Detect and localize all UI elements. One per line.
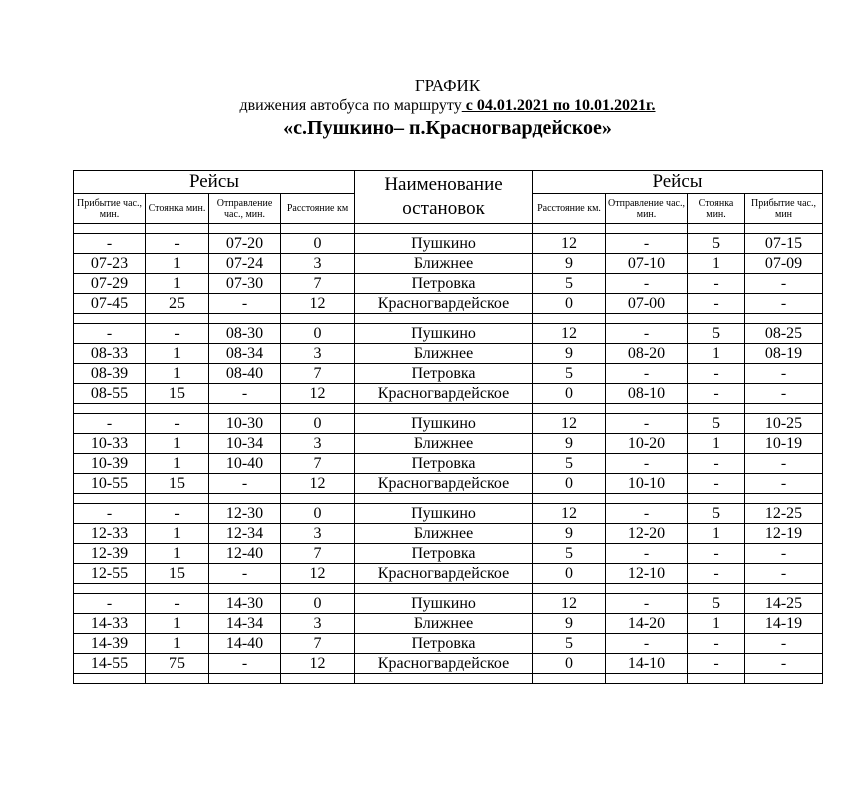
stop-name-cell: Ближнее: [355, 344, 533, 364]
separator-cell: [74, 674, 146, 684]
left-arrival-cell: -: [74, 324, 146, 344]
header-right-trips: Рейсы: [533, 171, 823, 194]
table-row: [74, 564, 823, 584]
header-left-departure: Отправление час., мин.: [209, 194, 281, 224]
right-distance-cell: 12: [533, 504, 606, 524]
separator-cell: [209, 404, 281, 414]
trip-separator: [74, 584, 823, 594]
left-departure-cell: 08-30: [209, 324, 281, 344]
trip-separator: [74, 314, 823, 324]
header-left-distance: Расстояние км: [281, 194, 355, 224]
separator-cell: [745, 494, 823, 504]
left-distance-cell: 12: [281, 384, 355, 404]
right-departure-cell: -: [606, 594, 688, 614]
right-arrival-cell: 14-19: [745, 614, 823, 634]
left-departure-cell: 12-30: [209, 504, 281, 524]
right-departure-cell: 14-20: [606, 614, 688, 634]
right-stop-time-cell: 5: [688, 504, 745, 524]
left-distance-cell: 3: [281, 254, 355, 274]
separator-cell: [355, 224, 533, 234]
right-arrival-cell: 08-25: [745, 324, 823, 344]
right-stop-time-cell: 5: [688, 414, 745, 434]
schedule-title: [0, 76, 865, 140]
left-arrival-cell: -: [74, 414, 146, 434]
left-departure-cell: 08-40: [209, 364, 281, 384]
table-row: [74, 544, 823, 564]
left-distance-cell: 0: [281, 234, 355, 254]
left-arrival-cell: 10-33: [74, 434, 146, 454]
table-row: [74, 324, 823, 344]
stop-name-cell: Пушкино: [355, 234, 533, 254]
right-distance-cell: 9: [533, 344, 606, 364]
right-distance-cell: 0: [533, 294, 606, 314]
separator-cell: [606, 584, 688, 594]
right-distance-cell: 12: [533, 414, 606, 434]
right-distance-cell: 0: [533, 384, 606, 404]
title-route-name: «с.Пушкино– п.Красногвардейское»: [283, 117, 612, 139]
stop-name-cell: Ближнее: [355, 434, 533, 454]
left-departure-cell: 07-30: [209, 274, 281, 294]
right-stop-time-cell: -: [688, 474, 745, 494]
right-departure-cell: 10-20: [606, 434, 688, 454]
stop-name-cell: Красногвардейское: [355, 294, 533, 314]
left-distance-cell: 3: [281, 344, 355, 364]
separator-cell: [533, 584, 606, 594]
left-stop-time-cell: 1: [146, 634, 209, 654]
right-distance-cell: 5: [533, 274, 606, 294]
header-right-departure: Отправление час., мин.: [606, 194, 688, 224]
left-arrival-cell: 12-33: [74, 524, 146, 544]
right-departure-cell: 07-10: [606, 254, 688, 274]
stop-name-cell: Красногвардейское: [355, 384, 533, 404]
right-departure-cell: -: [606, 364, 688, 384]
left-arrival-cell: 07-45: [74, 294, 146, 314]
separator-cell: [745, 674, 823, 684]
left-arrival-cell: 07-23: [74, 254, 146, 274]
right-departure-cell: -: [606, 274, 688, 294]
right-stop-time-cell: 5: [688, 234, 745, 254]
stop-name-cell: Пушкино: [355, 504, 533, 524]
left-departure-cell: 10-34: [209, 434, 281, 454]
right-stop-time-cell: 1: [688, 254, 745, 274]
left-stop-time-cell: 1: [146, 524, 209, 544]
right-stop-time-cell: 1: [688, 614, 745, 634]
right-departure-cell: -: [606, 454, 688, 474]
left-stop-time-cell: 1: [146, 454, 209, 474]
right-arrival-cell: -: [745, 384, 823, 404]
right-stop-time-cell: -: [688, 564, 745, 584]
right-distance-cell: 5: [533, 544, 606, 564]
right-arrival-cell: -: [745, 274, 823, 294]
left-stop-time-cell: 1: [146, 434, 209, 454]
separator-cell: [74, 494, 146, 504]
right-departure-cell: -: [606, 414, 688, 434]
left-arrival-cell: -: [74, 504, 146, 524]
separator-cell: [606, 404, 688, 414]
table-row: [74, 594, 823, 614]
table-row: [74, 364, 823, 384]
right-stop-time-cell: -: [688, 294, 745, 314]
left-arrival-cell: 08-39: [74, 364, 146, 384]
separator-cell: [606, 494, 688, 504]
separator-cell: [606, 674, 688, 684]
separator-cell: [74, 224, 146, 234]
separator-cell: [146, 224, 209, 234]
stop-name-cell: Пушкино: [355, 324, 533, 344]
trip-separator: [74, 224, 823, 234]
stop-name-cell: Красногвардейское: [355, 564, 533, 584]
table-row: [74, 654, 823, 674]
table-row: [74, 344, 823, 364]
right-stop-time-cell: -: [688, 274, 745, 294]
separator-cell: [745, 584, 823, 594]
separator-cell: [146, 584, 209, 594]
right-departure-cell: -: [606, 634, 688, 654]
right-departure-cell: 07-00: [606, 294, 688, 314]
left-departure-cell: 12-34: [209, 524, 281, 544]
stop-name-cell: Пушкино: [355, 414, 533, 434]
left-departure-cell: 14-30: [209, 594, 281, 614]
left-stop-time-cell: 1: [146, 344, 209, 364]
left-arrival-cell: 14-39: [74, 634, 146, 654]
right-arrival-cell: 12-25: [745, 504, 823, 524]
table-row: [74, 614, 823, 634]
right-arrival-cell: -: [745, 634, 823, 654]
left-arrival-cell: 08-33: [74, 344, 146, 364]
left-stop-time-cell: -: [146, 414, 209, 434]
left-departure-cell: 10-40: [209, 454, 281, 474]
separator-cell: [146, 404, 209, 414]
right-arrival-cell: 14-25: [745, 594, 823, 614]
right-distance-cell: 12: [533, 594, 606, 614]
right-departure-cell: -: [606, 544, 688, 564]
left-distance-cell: 7: [281, 364, 355, 384]
stop-name-cell: Петровка: [355, 274, 533, 294]
right-distance-cell: 0: [533, 564, 606, 584]
table-row: [74, 384, 823, 404]
left-distance-cell: 3: [281, 434, 355, 454]
left-departure-cell: -: [209, 564, 281, 584]
separator-cell: [146, 674, 209, 684]
right-arrival-cell: -: [745, 564, 823, 584]
table-row: [74, 524, 823, 544]
separator-cell: [209, 224, 281, 234]
left-arrival-cell: -: [74, 234, 146, 254]
left-arrival-cell: -: [74, 594, 146, 614]
separator-cell: [209, 584, 281, 594]
table-row: [74, 504, 823, 524]
right-stop-time-cell: -: [688, 544, 745, 564]
left-distance-cell: 7: [281, 274, 355, 294]
right-distance-cell: 5: [533, 634, 606, 654]
right-stop-time-cell: -: [688, 364, 745, 384]
right-stop-time-cell: 1: [688, 344, 745, 364]
left-departure-cell: -: [209, 294, 281, 314]
separator-cell: [209, 674, 281, 684]
right-distance-cell: 12: [533, 324, 606, 344]
separator-cell: [74, 314, 146, 324]
stop-name-cell: Ближнее: [355, 614, 533, 634]
right-stop-time-cell: -: [688, 634, 745, 654]
separator-cell: [355, 674, 533, 684]
left-arrival-cell: 10-39: [74, 454, 146, 474]
left-stop-time-cell: 15: [146, 384, 209, 404]
title-route-label: движения автобуса по маршруту: [239, 97, 462, 114]
separator-cell: [281, 224, 355, 234]
left-distance-cell: 3: [281, 614, 355, 634]
left-distance-cell: 12: [281, 294, 355, 314]
table-row: [74, 254, 823, 274]
separator-cell: [688, 674, 745, 684]
left-departure-cell: 12-40: [209, 544, 281, 564]
separator-cell: [745, 314, 823, 324]
separator-cell: [533, 224, 606, 234]
stop-name-cell: Петровка: [355, 634, 533, 654]
stop-name-cell: Пушкино: [355, 594, 533, 614]
title-line-2: [30, 96, 865, 116]
table-row: [74, 634, 823, 654]
left-stop-time-cell: 25: [146, 294, 209, 314]
separator-cell: [146, 314, 209, 324]
right-departure-cell: 10-10: [606, 474, 688, 494]
right-arrival-cell: 12-19: [745, 524, 823, 544]
separator-cell: [606, 314, 688, 324]
table-bottom-spacer: [74, 674, 823, 684]
left-departure-cell: 14-34: [209, 614, 281, 634]
separator-cell: [533, 314, 606, 324]
stop-name-cell: Красногвардейское: [355, 654, 533, 674]
table-row: [74, 234, 823, 254]
right-arrival-cell: -: [745, 654, 823, 674]
left-departure-cell: -: [209, 384, 281, 404]
separator-cell: [533, 494, 606, 504]
header-left-stop-time: Стоянка мин.: [146, 194, 209, 224]
left-stop-time-cell: 1: [146, 544, 209, 564]
table-row: [74, 274, 823, 294]
right-arrival-cell: 07-15: [745, 234, 823, 254]
header-right-stop-time: Стоянка мин.: [688, 194, 745, 224]
left-stop-time-cell: -: [146, 324, 209, 344]
right-arrival-cell: -: [745, 294, 823, 314]
separator-cell: [606, 224, 688, 234]
left-distance-cell: 7: [281, 544, 355, 564]
right-arrival-cell: 07-09: [745, 254, 823, 274]
header-right-arrival: Прибытие час., мин: [745, 194, 823, 224]
header-row-groups: [74, 171, 823, 194]
left-stop-time-cell: -: [146, 594, 209, 614]
left-distance-cell: 0: [281, 504, 355, 524]
right-stop-time-cell: 1: [688, 524, 745, 544]
left-distance-cell: 12: [281, 564, 355, 584]
stop-name-cell: Ближнее: [355, 254, 533, 274]
left-arrival-cell: 10-55: [74, 474, 146, 494]
stop-name-cell: Петровка: [355, 364, 533, 384]
left-distance-cell: 0: [281, 594, 355, 614]
right-arrival-cell: -: [745, 544, 823, 564]
left-distance-cell: 7: [281, 454, 355, 474]
separator-cell: [688, 224, 745, 234]
right-arrival-cell: 10-25: [745, 414, 823, 434]
right-departure-cell: 08-10: [606, 384, 688, 404]
schedule-table: [73, 170, 823, 684]
left-stop-time-cell: 15: [146, 564, 209, 584]
left-departure-cell: 08-34: [209, 344, 281, 364]
right-distance-cell: 0: [533, 654, 606, 674]
separator-cell: [688, 404, 745, 414]
right-stop-time-cell: -: [688, 454, 745, 474]
separator-cell: [688, 584, 745, 594]
separator-cell: [74, 404, 146, 414]
left-stop-time-cell: 75: [146, 654, 209, 674]
left-distance-cell: 12: [281, 654, 355, 674]
right-arrival-cell: -: [745, 474, 823, 494]
separator-cell: [146, 494, 209, 504]
left-departure-cell: 07-24: [209, 254, 281, 274]
right-arrival-cell: -: [745, 454, 823, 474]
right-departure-cell: -: [606, 234, 688, 254]
stop-name-cell: Ближнее: [355, 524, 533, 544]
separator-cell: [74, 584, 146, 594]
right-departure-cell: 14-10: [606, 654, 688, 674]
title-date-range: с 04.01.2021 по 10.01.2021г.: [461, 97, 656, 114]
table-row: [74, 294, 823, 314]
right-arrival-cell: 10-19: [745, 434, 823, 454]
separator-cell: [688, 314, 745, 324]
right-distance-cell: 0: [533, 474, 606, 494]
left-distance-cell: 12: [281, 474, 355, 494]
stop-name-cell: Петровка: [355, 454, 533, 474]
right-departure-cell: 12-20: [606, 524, 688, 544]
separator-cell: [281, 314, 355, 324]
separator-cell: [209, 494, 281, 504]
separator-cell: [533, 404, 606, 414]
left-arrival-cell: 07-29: [74, 274, 146, 294]
trip-separator: [74, 494, 823, 504]
left-departure-cell: -: [209, 474, 281, 494]
left-arrival-cell: 14-55: [74, 654, 146, 674]
left-stop-time-cell: -: [146, 234, 209, 254]
left-stop-time-cell: 1: [146, 274, 209, 294]
separator-cell: [355, 494, 533, 504]
right-stop-time-cell: 5: [688, 324, 745, 344]
right-distance-cell: 12: [533, 234, 606, 254]
header-stops: Наименование остановок: [355, 171, 533, 224]
separator-cell: [281, 404, 355, 414]
right-departure-cell: -: [606, 504, 688, 524]
right-stop-time-cell: 1: [688, 434, 745, 454]
left-distance-cell: 0: [281, 414, 355, 434]
stop-name-cell: Красногвардейское: [355, 474, 533, 494]
header-left-trips: Рейсы: [74, 171, 355, 194]
right-departure-cell: 08-20: [606, 344, 688, 364]
left-arrival-cell: 14-33: [74, 614, 146, 634]
right-distance-cell: 9: [533, 524, 606, 544]
trip-separator: [74, 404, 823, 414]
left-departure-cell: 10-30: [209, 414, 281, 434]
separator-cell: [745, 404, 823, 414]
right-departure-cell: 12-10: [606, 564, 688, 584]
right-distance-cell: 5: [533, 454, 606, 474]
table-row: [74, 454, 823, 474]
right-distance-cell: 9: [533, 254, 606, 274]
left-stop-time-cell: 1: [146, 614, 209, 634]
right-arrival-cell: 08-19: [745, 344, 823, 364]
table-row: [74, 474, 823, 494]
left-distance-cell: 0: [281, 324, 355, 344]
left-stop-time-cell: 15: [146, 474, 209, 494]
separator-cell: [355, 584, 533, 594]
table-row: [74, 434, 823, 454]
separator-cell: [355, 314, 533, 324]
separator-cell: [533, 674, 606, 684]
separator-cell: [209, 314, 281, 324]
left-departure-cell: 07-20: [209, 234, 281, 254]
right-distance-cell: 9: [533, 614, 606, 634]
left-stop-time-cell: 1: [146, 364, 209, 384]
left-distance-cell: 7: [281, 634, 355, 654]
stop-name-cell: Петровка: [355, 544, 533, 564]
right-arrival-cell: -: [745, 364, 823, 384]
right-stop-time-cell: -: [688, 654, 745, 674]
separator-cell: [355, 404, 533, 414]
header-left-arrival: Прибытие час., мин.: [74, 194, 146, 224]
separator-cell: [745, 224, 823, 234]
right-stop-time-cell: -: [688, 384, 745, 404]
left-departure-cell: 14-40: [209, 634, 281, 654]
right-distance-cell: 5: [533, 364, 606, 384]
header-right-distance: Расстояние км.: [533, 194, 606, 224]
title-line-1: ГРАФИК: [414, 76, 481, 95]
separator-cell: [281, 494, 355, 504]
separator-cell: [281, 584, 355, 594]
separator-cell: [281, 674, 355, 684]
left-stop-time-cell: -: [146, 504, 209, 524]
left-arrival-cell: 08-55: [74, 384, 146, 404]
left-arrival-cell: 12-55: [74, 564, 146, 584]
left-distance-cell: 3: [281, 524, 355, 544]
right-distance-cell: 9: [533, 434, 606, 454]
right-stop-time-cell: 5: [688, 594, 745, 614]
left-arrival-cell: 12-39: [74, 544, 146, 564]
right-departure-cell: -: [606, 324, 688, 344]
separator-cell: [688, 494, 745, 504]
table-row: [74, 414, 823, 434]
left-stop-time-cell: 1: [146, 254, 209, 274]
left-departure-cell: -: [209, 654, 281, 674]
